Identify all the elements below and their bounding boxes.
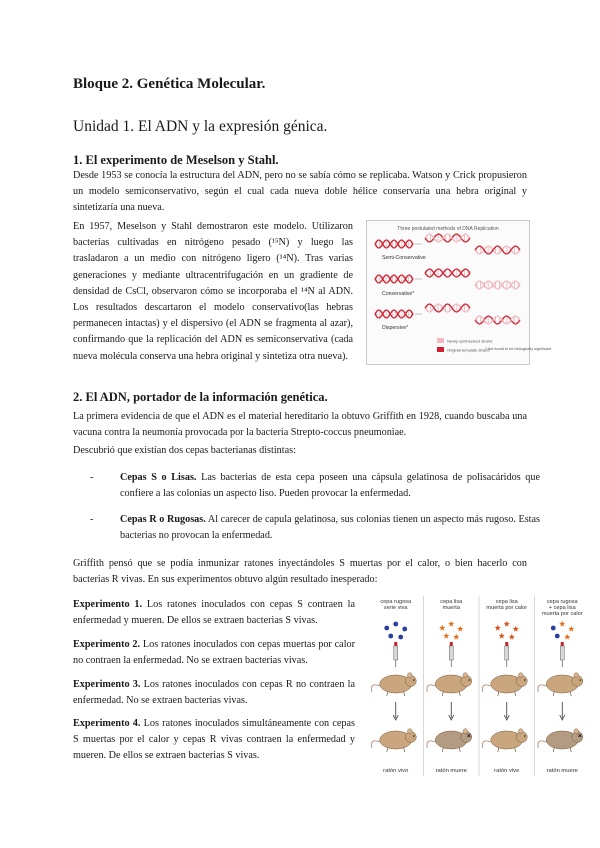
dna-replication-figure [366,220,552,365]
bullet-body [120,470,540,502]
bullet-rough-strain [90,512,540,546]
block-title: Bloque 2. Genética Molecular. [73,76,266,92]
mouse-injected-icon [427,673,472,696]
column-top-label: cepa rugosa [380,599,412,605]
experiment-column [424,596,472,776]
dna-helix-parent [375,240,413,248]
syringe-icon [505,646,509,660]
syringe-plunger-icon [561,642,564,646]
dna-helix-daughter [475,281,520,289]
bacterium-icon [439,625,445,631]
bullet-body [120,512,540,544]
experiment-text: Los ratones inoculados simultáneamente con cepas S muertas por el calor y cepas R vivas contraen la enfermedad y mueren. De ellos se extraen bacterias S vivas. [73,718,355,762]
legend-label-original: Original template strand [447,347,490,353]
bacterium-icon [499,633,505,639]
model-label-conservative: Conservative* [382,291,415,297]
griffith-experiment-figure [368,596,590,776]
experiment-title: Experimento 2. [73,639,141,650]
bacterium-icon [443,633,449,639]
column-top-label: cepa lisa [495,599,518,605]
bacterium-icon [555,634,560,639]
bacterium-icon [398,635,403,640]
section-2-paragraph-2: Descubrió que existían dos cepas bacterianas distintas: [73,445,296,456]
syringe-plunger-icon [450,642,453,646]
bacterium-icon [448,621,454,627]
mouse-dead-icon [538,729,583,752]
bacterium-icon [457,626,463,632]
experiment-title: Experimento 3. [73,679,141,690]
experiment-column [371,599,416,774]
syringe-plunger-icon [505,642,508,646]
figure-footnote: * Not found to be biologically significant [485,347,552,351]
experiment-column [535,596,583,776]
column-top-label: muerta por calor [486,605,528,611]
dna-helix-parent [375,275,413,283]
dna-helix-daughter [425,234,470,242]
syringe-icon [449,646,453,660]
column-top-label: muerta por calor [541,611,583,617]
experiment-title: Experimento 4. [73,718,141,729]
mouse-alive-icon [371,729,416,752]
bacterium-icon [393,622,398,627]
model-label-semiconservative: Semi-Conservative [382,255,426,261]
mouse-injected-icon [538,673,583,696]
bacterium-icon [513,626,519,632]
experiment-text: Los ratones inoculados con cepas muertas por calor no contraen la enfermedad. No se extraen bacterias vivas. [73,639,356,667]
column-bottom-label: ratón muere [546,768,578,774]
experiment-title: Experimento 1. [73,599,143,610]
experiment-1 [73,597,355,629]
bullet-title: Cepas R o Rugosas. [120,514,206,525]
mouse-dead-icon [427,729,472,752]
dna-helix-daughter [475,316,520,324]
mouse-injected-icon [371,673,416,696]
section-2-paragraph-3: Griffith pensó que se podía inmunizar ratones inyectándoles S muertas por el calor, o bien hacerlo con bacterias R vivas. En sus experimentos obtuvo algún resultado inesperado: [73,558,527,586]
mouse-injected-icon [482,673,527,696]
column-bottom-label: ratón vive [494,768,520,774]
column-top-label: muerta [442,605,460,611]
column-top-label: serie viva [383,605,408,611]
bullet-text: Al carecer de capula gelatinosa, sus colonias tienen un aspecto más rugoso. Estas bacterias no provocan la enfermedad. [120,514,540,542]
legend-swatch-new [437,338,444,343]
bacterium-icon [509,634,515,640]
column-top-label: cepa rugosa [546,599,578,605]
bullet-title: Cepas S o Lisas. [120,472,197,483]
section-2-heading: 2. El ADN, portador de la información genética. [73,390,328,404]
section-2-paragraph-1: La primera evidencia de que el ADN es el material hereditario la obtuvo Griffith en 1928, cuando buscaba una vacuna contra la neumonía provocada por la bacteria Strepto-coccus pneumoniae. [73,411,527,439]
unit-title: Unidad 1. El ADN y la expresión génica. [73,118,328,135]
syringe-icon [394,646,398,660]
dna-helix-daughter [425,269,470,277]
column-bottom-label: ratón muere [435,768,467,774]
experiment-4 [73,716,355,765]
bacterium-icon [559,621,565,627]
section-1-paragraph-1: Desde 1953 se conocía la estructura del ADN, pero no se sabía cómo se replicaba. Watson y Crick propusieron un modelo semiconservativo, según el cual cada nueva doble hélice conservaría una hebra original y sintetizaría una nueva. [73,170,527,214]
experiment-3 [73,677,355,709]
experiment-column [479,596,527,776]
dna-helix-daughter [425,304,470,312]
bacterium-icon [453,634,459,640]
experiment-2 [73,637,355,669]
dna-helix-daughter [475,246,520,254]
column-top-label: + cepa lisa [548,605,576,611]
syringe-plunger-icon [394,642,397,646]
legend-swatch-original [437,347,444,352]
column-top-label: cepa lisa [440,599,463,605]
bullet-dash: - [90,472,94,483]
bullet-dash: - [90,514,94,525]
griffith-experiment-diagram [368,596,590,776]
bacterium-icon [568,626,574,632]
mouse-alive-icon [482,729,527,752]
dna-replication-diagram [367,221,552,364]
bullet-text: Las bacterias de esta cepa poseen una cápsula gelatinosa de polisacáridos que confiere a las colonias un aspecto liso. Pueden provocar la enfermedad. [120,472,541,500]
experiment-text: Los ratones inoculados con cepas R no contraen la enfermedad. No se extraen bacterias vivas. [73,679,355,707]
section-1-heading: 1. El experimento de Meselson y Stahl. [73,153,279,167]
column-bottom-label: ratón vivo [383,768,409,774]
syringe-icon [560,646,564,660]
experiment-text: Los ratones inoculados con cepas S contraen la enfermedad y mueren. De ellos se extraen bacterias S vivas. [73,599,355,627]
bacterium-icon [495,625,501,631]
model-label-dispersive: Dispersive* [382,325,409,331]
bacterium-icon [388,634,393,639]
dna-helix-parent [375,310,413,318]
figure-title: Three postulated methods of DNA Replication [397,226,499,232]
bacterium-icon [402,627,407,632]
section-1-paragraph-2: En 1957, Meselson y Stahl demostraron este modelo. Utilizaron bacterias cultivadas en nitrógeno pesado (¹⁵N) y luego las trasladaron a un medio con nitrógeno ligero (¹⁴N). Tras varias generaciones y mediante ultracentrifugación en un gradiente de densidad de CsCl, observaron cómo se incorporaba el ¹⁴N al ADN. Los resultados descartaron el modelo conservativo(las hebras permanecen intactas) y el dispersivo (el ADN se fragmenta al azar), confirmando que la replicación del ADN es semiconservativa (cada nueva molécula conserva una hebra original y sintetiza otra nueva). [73,221,353,362]
bacterium-icon [384,626,389,631]
bullet-smooth-strain [90,470,540,504]
bacterium-icon [551,626,556,631]
legend-label-new: Newly synthesized strand [447,338,493,344]
bacterium-icon [564,634,570,640]
bacterium-icon [504,621,510,627]
